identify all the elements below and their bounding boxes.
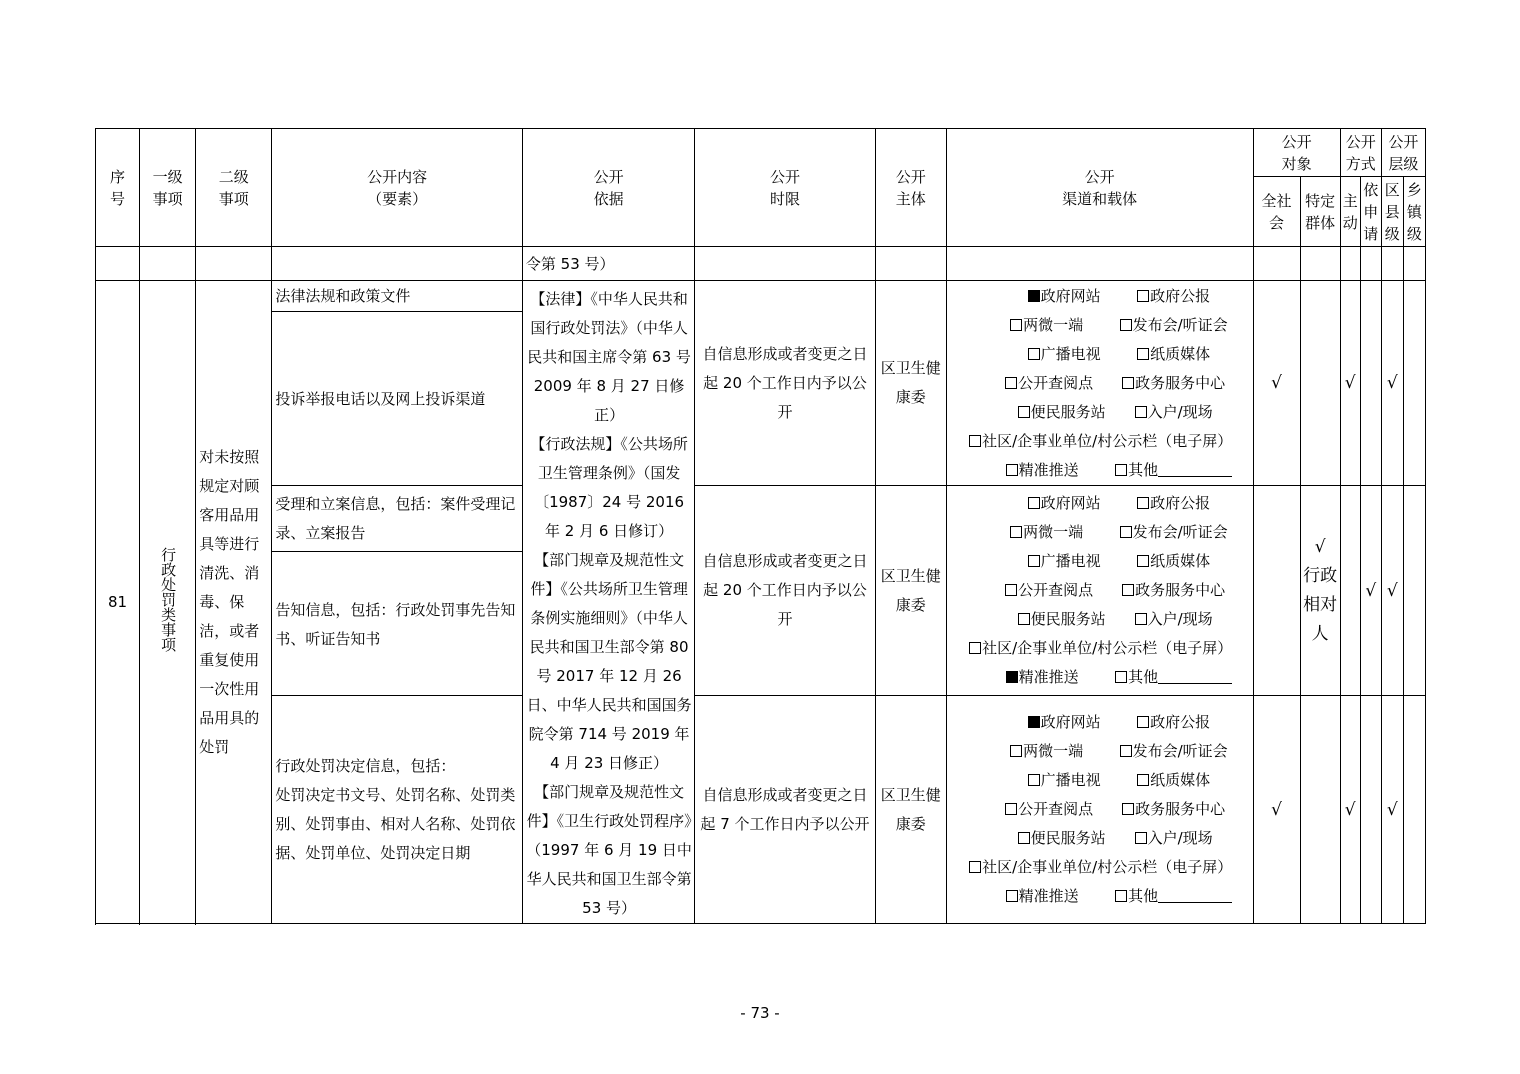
channel-row: [947, 634, 1253, 663]
unchecked-box-icon: [1137, 348, 1149, 360]
method-active-mark: [1340, 486, 1360, 696]
channel-option: [967, 634, 1232, 663]
channel-label: 精准推送: [1018, 668, 1079, 686]
header-seq: 序 号: [96, 129, 140, 247]
unchecked-box-icon: [1135, 613, 1147, 625]
timelimit-cell: 自信息形成或者变更之日起 7 个工作日内予以公开: [695, 696, 875, 924]
channel-row: [947, 427, 1253, 456]
target-specific-mark: √ 行政 相对 人: [1300, 486, 1340, 696]
unchecked-box-icon: [1028, 497, 1040, 509]
carry-basis: 令第 53 号）: [522, 247, 694, 281]
channel-row: [947, 340, 1253, 369]
unchecked-box-icon: [1115, 890, 1127, 902]
target-all-mark: √: [1253, 696, 1300, 924]
channel-label: 公开查阅点: [1018, 373, 1094, 392]
blank-line: [1158, 668, 1232, 684]
channel-row: [947, 456, 1253, 485]
unchecked-box-icon: [1135, 406, 1147, 418]
channel-label: 入户/现场: [1147, 402, 1213, 421]
method-active-mark: √: [1340, 281, 1360, 486]
carry-cell: [196, 247, 272, 281]
unchecked-box-icon: [1120, 745, 1132, 757]
unchecked-box-icon: [1010, 745, 1022, 757]
channel-label: 精准推送: [1018, 887, 1079, 905]
channel-option: [1120, 737, 1228, 766]
channel-option: [1135, 605, 1213, 634]
channel-label: 发布会/听证会: [1132, 742, 1228, 760]
item-basis: 【法律】《中华人民共和国行政处罚法》（中华人民共和国主席令第 63 号 2009 年 8 月 27 日修正） 【行政法规】《公共场所卫生管理条例》（国发〔1987〕24 号 2016 年 2 月 6 日修订） 【部门规章及规范性文件】《公共场所卫生管理条例实施细则》（中华人民共和国卫生部令第 80 号 2017 年 12 月 26 日、中华人民共和国国务院令第 714 号 2019 年 4 月 23 日修正） 【部门规章及规范性文件】《卫生行政处罚程序》（1997 年 6 月 19 日中华人民共和国卫生部令第 53 号）: [522, 281, 694, 924]
channel-option: [967, 882, 1115, 911]
timelimit-cell: 自信息形成或者变更之日起 20 个工作日内予以公开: [695, 486, 875, 696]
unchecked-box-icon: [1122, 377, 1134, 389]
channel-label: 政府公报: [1150, 286, 1211, 305]
unchecked-box-icon: [1137, 716, 1149, 728]
channel-option: [967, 663, 1115, 692]
unchecked-box-icon: [1137, 555, 1149, 567]
channel-label: 便民服务站: [1030, 610, 1106, 628]
header-method: 公开 方式: [1340, 129, 1381, 177]
channel-label: 纸质媒体: [1150, 771, 1211, 789]
target-specific-mark: [1300, 696, 1340, 924]
unchecked-box-icon: [1137, 774, 1149, 786]
unchecked-box-icon: [1018, 406, 1030, 418]
unchecked-box-icon: [1122, 803, 1134, 815]
tier-county-mark: √: [1381, 696, 1403, 924]
channel-label: 两微一端: [1023, 315, 1084, 334]
unchecked-box-icon: [1120, 526, 1132, 538]
channel-row: [947, 737, 1253, 766]
channel-option: [1137, 766, 1210, 795]
header-tier: 公开 层级: [1381, 129, 1425, 177]
carry-cell: [875, 247, 946, 281]
unchecked-box-icon: [969, 642, 981, 654]
channel-row: [947, 369, 1253, 398]
channel-option: [972, 518, 1120, 547]
unchecked-box-icon: [1006, 464, 1018, 476]
target-specific-mark: [1300, 281, 1340, 486]
blank-line: [1158, 887, 1232, 903]
header-content: 公开内容 （要素）: [272, 129, 523, 247]
channel-label: 便民服务站: [1030, 402, 1106, 421]
header-method-active: 主 动: [1340, 177, 1360, 247]
subject-cell: 区卫生健康委: [875, 281, 946, 486]
channel-label: 入户/现场: [1147, 610, 1213, 628]
target-all-mark: [1253, 486, 1300, 696]
method-active-mark: √: [1340, 696, 1360, 924]
carry-cell: [695, 247, 875, 281]
channel-option: [974, 369, 1122, 398]
tier-county-mark: √: [1381, 281, 1403, 486]
disclosure-table: [95, 128, 1426, 924]
channel-row: [947, 489, 1253, 518]
header-level1: 一级 事项: [140, 129, 196, 247]
channel-option: [989, 766, 1137, 795]
tier-town-mark: [1403, 281, 1425, 486]
carry-cell: [1340, 247, 1360, 281]
channel-label: 公开查阅点: [1018, 581, 1094, 599]
channel-row: [947, 853, 1253, 882]
content-cell: 法律法规和政策文件: [272, 281, 523, 312]
channel-option: [989, 282, 1137, 311]
channel-row: [947, 766, 1253, 795]
channel-option: [1122, 576, 1225, 605]
channel-option: [1137, 708, 1210, 737]
unchecked-box-icon: [1028, 555, 1040, 567]
unchecked-box-icon: [1005, 377, 1017, 389]
unchecked-box-icon: [1137, 290, 1149, 302]
channel-option: [972, 311, 1120, 340]
channel-label: 纸质媒体: [1150, 344, 1211, 363]
unchecked-box-icon: [1115, 464, 1127, 476]
channel-label: 社区/企事业单位/村公示栏（电子屏）: [982, 858, 1233, 876]
channel-label: 发布会/听证会: [1132, 523, 1228, 541]
content-cell: 行政处罚决定信息，包括： 处罚决定书文号、处罚名称、处罚类别、处罚事由、相对人名称、处罚依据、处罚单位、处罚决定日期: [272, 696, 523, 924]
channel-label: 政府公报: [1150, 494, 1211, 512]
channel-label: 政府网站: [1040, 286, 1101, 305]
channel-row: [947, 576, 1253, 605]
tier-county-mark: √: [1381, 486, 1403, 696]
method-request-mark: [1360, 696, 1381, 924]
channel-option: [989, 489, 1137, 518]
blank-line: [1158, 461, 1232, 477]
channel-row: [947, 547, 1253, 576]
channel-option: [1137, 489, 1210, 518]
header-channel: 公开 渠道和载体: [946, 129, 1253, 247]
item-level2: 对未按照规定对顾客用品用具等进行清洗、消毒、保洁，或者重复使用一次性用品用具的处罚: [196, 281, 272, 924]
channel-list: [946, 696, 1253, 924]
header-tier-county: 区 县 级: [1381, 177, 1403, 247]
unchecked-box-icon: [1122, 584, 1134, 596]
method-request-mark: [1360, 281, 1381, 486]
channel-label: 政务服务中心: [1135, 800, 1226, 818]
checked-box-icon: [1028, 716, 1040, 728]
subject-cell: 区卫生健康委: [875, 696, 946, 924]
carry-cell: [1360, 247, 1381, 281]
channel-option: [987, 605, 1135, 634]
channel-option: [974, 576, 1122, 605]
channel-row: [947, 795, 1253, 824]
header-target-specific: 特定 群体: [1300, 177, 1340, 247]
channel-label: 政务服务中心: [1135, 373, 1226, 392]
channel-row: [947, 398, 1253, 427]
unchecked-box-icon: [1018, 832, 1030, 844]
unchecked-box-icon: [1010, 319, 1022, 331]
content-cell: 告知信息，包括：行政处罚事先告知书、听证告知书: [272, 552, 523, 696]
unchecked-box-icon: [1120, 319, 1132, 331]
channel-option: [987, 398, 1135, 427]
channel-option: [1115, 663, 1232, 692]
header-basis: 公开 依据: [522, 129, 694, 247]
header-level2: 二级 事项: [196, 129, 272, 247]
channel-label: 其他: [1128, 887, 1159, 905]
channel-list: [946, 281, 1253, 486]
carry-cell: [946, 247, 1253, 281]
unchecked-box-icon: [1005, 584, 1017, 596]
channel-label: 两微一端: [1023, 523, 1084, 541]
carry-cell: [140, 247, 196, 281]
channel-label: 政府网站: [1040, 713, 1101, 731]
channel-label: 精准推送: [1018, 460, 1079, 479]
channel-label: 广播电视: [1040, 771, 1101, 789]
channel-option: [1135, 398, 1213, 427]
timelimit-cell: 自信息形成或者变更之日起 20 个工作日内予以公开: [695, 281, 875, 486]
channel-option: [1115, 882, 1232, 911]
item-seq: 81: [96, 281, 140, 924]
unchecked-box-icon: [1028, 774, 1040, 786]
channel-label: 入户/现场: [1147, 829, 1213, 847]
unchecked-box-icon: [1135, 832, 1147, 844]
channel-label: 纸质媒体: [1150, 552, 1211, 570]
method-request-mark: √: [1360, 486, 1381, 696]
header-method-request: 依 申 请: [1360, 177, 1381, 247]
channel-option: [972, 737, 1120, 766]
channel-option: [1137, 340, 1210, 369]
channel-row: [947, 311, 1253, 340]
tier-town-mark: [1403, 696, 1425, 924]
unchecked-box-icon: [969, 435, 981, 447]
header-target-all: 全社 会: [1253, 177, 1300, 247]
channel-option: [989, 340, 1137, 369]
channel-row: [947, 882, 1253, 911]
channel-label: 其他: [1128, 460, 1159, 479]
channel-option: [1122, 369, 1225, 398]
carry-cell: [1300, 247, 1340, 281]
carry-cell: [272, 247, 523, 281]
page-number: - 73 -: [740, 1004, 780, 1022]
channel-list: [946, 486, 1253, 696]
channel-label: 其他: [1128, 668, 1159, 686]
channel-label: 政府网站: [1040, 494, 1101, 512]
unchecked-box-icon: [1137, 497, 1149, 509]
channel-label: 社区/企事业单位/村公示栏（电子屏）: [982, 431, 1233, 450]
channel-option: [1137, 547, 1210, 576]
channel-option: [1120, 518, 1228, 547]
channel-row: [947, 605, 1253, 634]
channel-option: [987, 824, 1135, 853]
channel-option: [1120, 311, 1228, 340]
subject-cell: 区卫生健康委: [875, 486, 946, 696]
channel-row: [947, 708, 1253, 737]
channel-option: [989, 708, 1137, 737]
header-tier-town: 乡 镇 级: [1403, 177, 1425, 247]
item-level1: 行政处罚类事项: [140, 281, 196, 924]
unchecked-box-icon: [969, 861, 981, 873]
unchecked-box-icon: [1115, 671, 1127, 683]
channel-label: 两微一端: [1023, 742, 1084, 760]
channel-label: 公开查阅点: [1018, 800, 1094, 818]
header-timelimit: 公开 时限: [695, 129, 875, 247]
carry-cell: [1381, 247, 1403, 281]
checked-box-icon: [1028, 290, 1040, 302]
channel-label: 社区/企事业单位/村公示栏（电子屏）: [982, 639, 1233, 657]
channel-row: [947, 518, 1253, 547]
header-target: 公开 对象: [1253, 129, 1340, 177]
unchecked-box-icon: [1028, 348, 1040, 360]
unchecked-box-icon: [1018, 613, 1030, 625]
carry-cell: [96, 247, 140, 281]
unchecked-box-icon: [1010, 526, 1022, 538]
channel-option: [1135, 824, 1213, 853]
channel-label: 便民服务站: [1030, 829, 1106, 847]
channel-option: [1122, 795, 1225, 824]
unchecked-box-icon: [1006, 890, 1018, 902]
checked-box-icon: [1006, 671, 1018, 683]
content-cell: 投诉举报电话以及网上投诉渠道: [272, 312, 523, 486]
channel-label: 广播电视: [1040, 552, 1101, 570]
channel-label: 发布会/听证会: [1132, 315, 1228, 334]
channel-label: 广播电视: [1040, 344, 1101, 363]
channel-row: [947, 663, 1253, 692]
channel-option: [1115, 456, 1232, 485]
channel-option: [967, 456, 1115, 485]
content-cell: 受理和立案信息，包括：案件受理记录、立案报告: [272, 486, 523, 552]
carry-cell: [1253, 247, 1300, 281]
channel-row: [947, 824, 1253, 853]
channel-option: [967, 427, 1232, 456]
channel-option: [989, 547, 1137, 576]
tier-town-mark: [1403, 486, 1425, 696]
channel-option: [974, 795, 1122, 824]
target-all-mark: √: [1253, 281, 1300, 486]
channel-option: [967, 853, 1232, 882]
header-subject: 公开 主体: [875, 129, 946, 247]
carry-cell: [1403, 247, 1425, 281]
channel-label: 政务服务中心: [1135, 581, 1226, 599]
channel-option: [1137, 282, 1210, 311]
channel-row: [947, 282, 1253, 311]
unchecked-box-icon: [1005, 803, 1017, 815]
channel-label: 政府公报: [1150, 713, 1211, 731]
